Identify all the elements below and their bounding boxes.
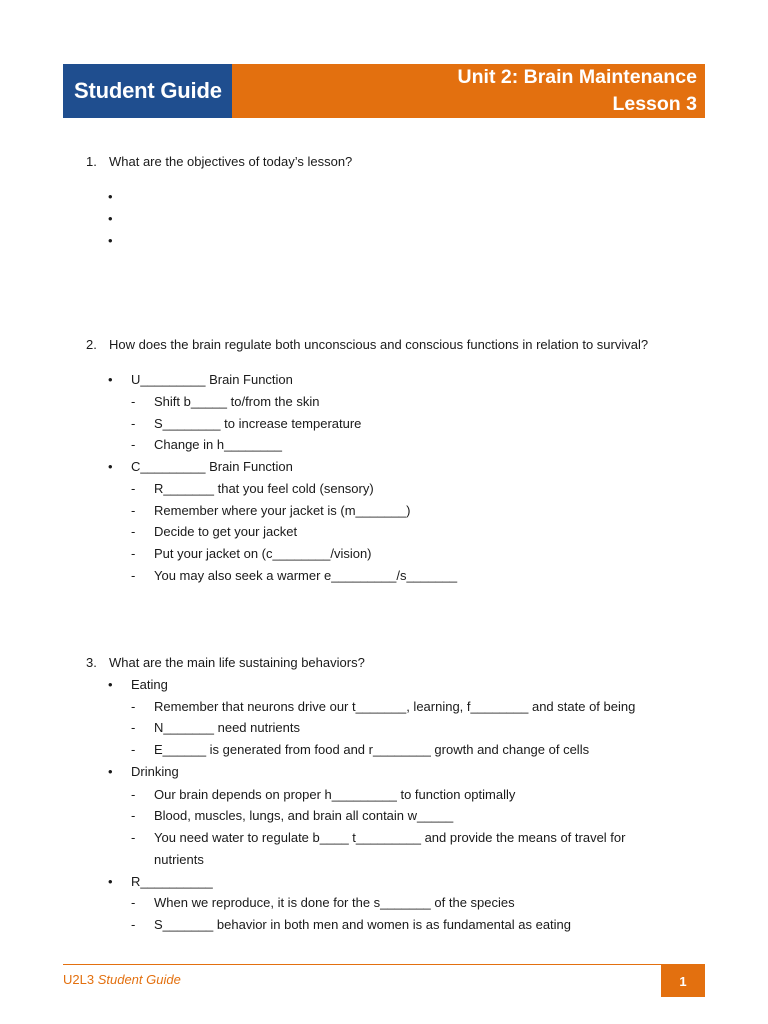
q2-bullet: • <box>108 372 113 387</box>
q2-item: Shift b_____ to/from the skin <box>154 394 320 409</box>
lesson-title: Lesson 3 <box>612 93 697 115</box>
q2-item: Change in h________ <box>154 437 282 452</box>
q2-item: U_________ Brain Function <box>131 372 293 387</box>
q3-item: Blood, muscles, lungs, and brain all contain w_____ <box>154 808 454 823</box>
q2-item: Remember where your jacket is (m_______) <box>154 503 411 518</box>
page-number-label: 1 <box>679 973 687 989</box>
q2-dash: - <box>131 416 136 431</box>
q2-dash: - <box>131 481 136 496</box>
q3-item: N_______ need nutrients <box>154 720 301 735</box>
header-lesson-box <box>232 64 705 118</box>
q3-dash: - <box>131 917 136 932</box>
q3-item: When we reproduce, it is done for the s_______ of the species <box>154 895 515 910</box>
footer-label <box>63 972 181 988</box>
q3-item: S_______ behavior in both men and women is as fundamental as eating <box>154 917 572 932</box>
q3-item: Remember that neurons drive our t_______, learning, f________ and state of being <box>154 699 636 714</box>
q1-text: What are the objectives of today’s lesson? <box>109 154 353 169</box>
q2-dash: - <box>131 546 136 561</box>
header-title-box <box>63 64 232 118</box>
q3-bullet: • <box>108 764 113 779</box>
q1-number: 1. <box>86 154 97 169</box>
q2-item: Decide to get your jacket <box>154 524 298 539</box>
q2-item: R_______ that you feel cold (sensory) <box>154 481 374 496</box>
unit-title: Unit 2: Brain Maintenance <box>457 66 697 88</box>
document-header <box>63 64 705 118</box>
footer-divider <box>63 964 705 965</box>
q3-item: Eating <box>131 677 168 692</box>
q3-text: What are the main life sustaining behaviors? <box>109 655 365 670</box>
footer-guide: Student Guide <box>97 972 181 987</box>
q3-item: R__________ <box>131 874 213 889</box>
q3-item: Our brain depends on proper h_________ to function optimally <box>154 787 516 802</box>
q2-item: You may also seek a warmer e_________/s_______ <box>154 568 458 583</box>
footer-code: U2L3 <box>63 972 95 987</box>
q1-bullet-3: • <box>108 233 113 248</box>
q3-dash: - <box>131 808 136 823</box>
q2-dash: - <box>131 524 136 539</box>
q3-item: You need water to regulate b____ t_________ and provide the means of travel for <box>154 830 626 845</box>
q3-number: 3. <box>86 655 97 670</box>
q1-bullet-1: • <box>108 189 113 204</box>
q3-dash: - <box>131 699 136 714</box>
q3-dash: - <box>131 895 136 910</box>
q3-dash: - <box>131 787 136 802</box>
q2-dash: - <box>131 394 136 409</box>
q3-dash: - <box>131 742 136 757</box>
student-guide-title: Student Guide <box>74 78 222 103</box>
q3-dash: - <box>131 720 136 735</box>
q2-item: S________ to increase temperature <box>154 416 362 431</box>
q2-dash: - <box>131 503 136 518</box>
q3-item: Drinking <box>131 764 179 779</box>
q2-dash: - <box>131 437 136 452</box>
page-number <box>661 965 705 997</box>
q2-item: C_________ Brain Function <box>131 459 293 474</box>
q3-dash: - <box>131 830 136 845</box>
q2-text: How does the brain regulate both unconscious and conscious functions in relation to survival? <box>109 337 649 352</box>
q1-bullet-2: • <box>108 211 113 226</box>
q2-dash: - <box>131 568 136 583</box>
q3-bullet: • <box>108 677 113 692</box>
q3-item: E______ is generated from food and r________ growth and change of cells <box>154 742 590 757</box>
q3-item-continued: nutrients <box>154 852 204 867</box>
q2-item: Put your jacket on (c________/vision) <box>154 546 372 561</box>
q2-number: 2. <box>86 337 97 352</box>
q3-bullet: • <box>108 874 113 889</box>
q2-bullet: • <box>108 459 113 474</box>
